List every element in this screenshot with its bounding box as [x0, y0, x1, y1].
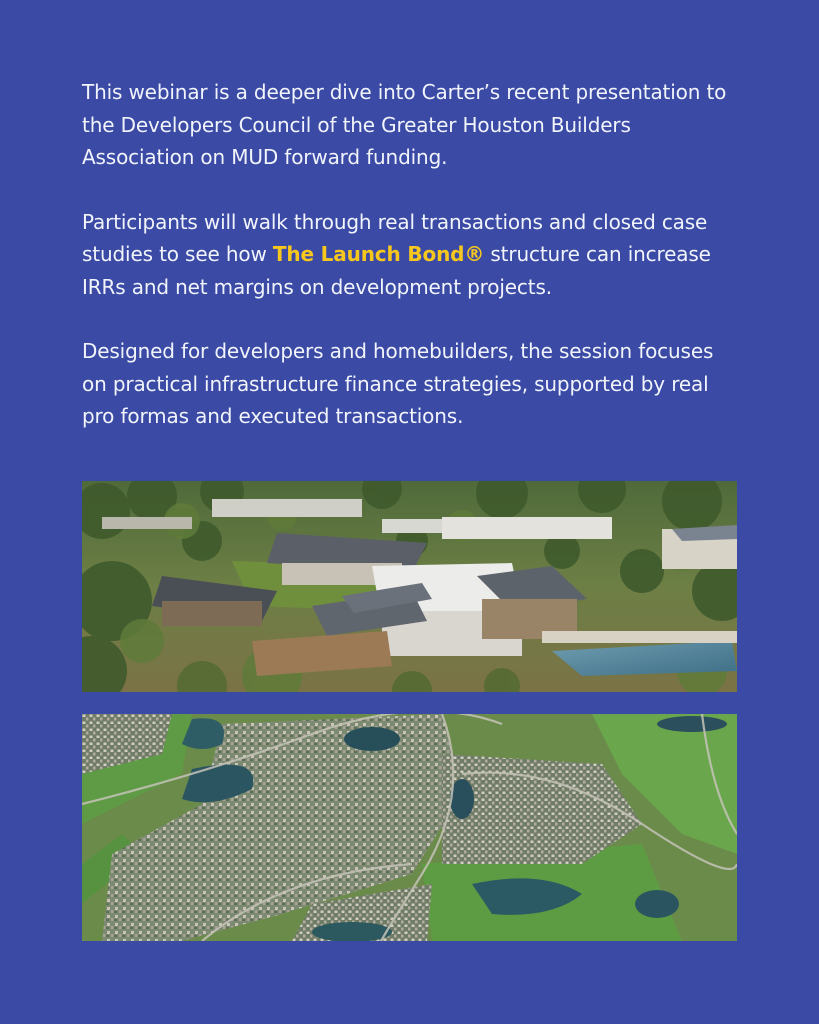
amenity-center-illustration — [82, 481, 737, 692]
launch-bond-highlight: The Launch Bond® — [272, 242, 485, 266]
intro-paragraph-3: Designed for developers and homebuilders, the session focuses on practical infrastructure finance strategies, supported by real pro formas and executed transactions. — [82, 339, 714, 428]
webinar-description — [82, 76, 742, 465]
amenity-center-photo — [82, 481, 737, 692]
paragraph-2-tail: structure can increase IRRs and net margins on development projects. — [82, 242, 711, 299]
intro-paragraph-1: This webinar is a deeper dive into Carter’s recent presentation to the Developers Council of the Greater Houston Builders Association on MUD forward funding. — [82, 80, 727, 169]
intro-paragraph-2 — [82, 206, 742, 304]
paragraph-2-lead: Participants will walk through real transactions and closed case studies to see how — [82, 209, 708, 266]
community-aerial-photo — [82, 714, 737, 941]
community-aerial-illustration — [82, 714, 737, 941]
